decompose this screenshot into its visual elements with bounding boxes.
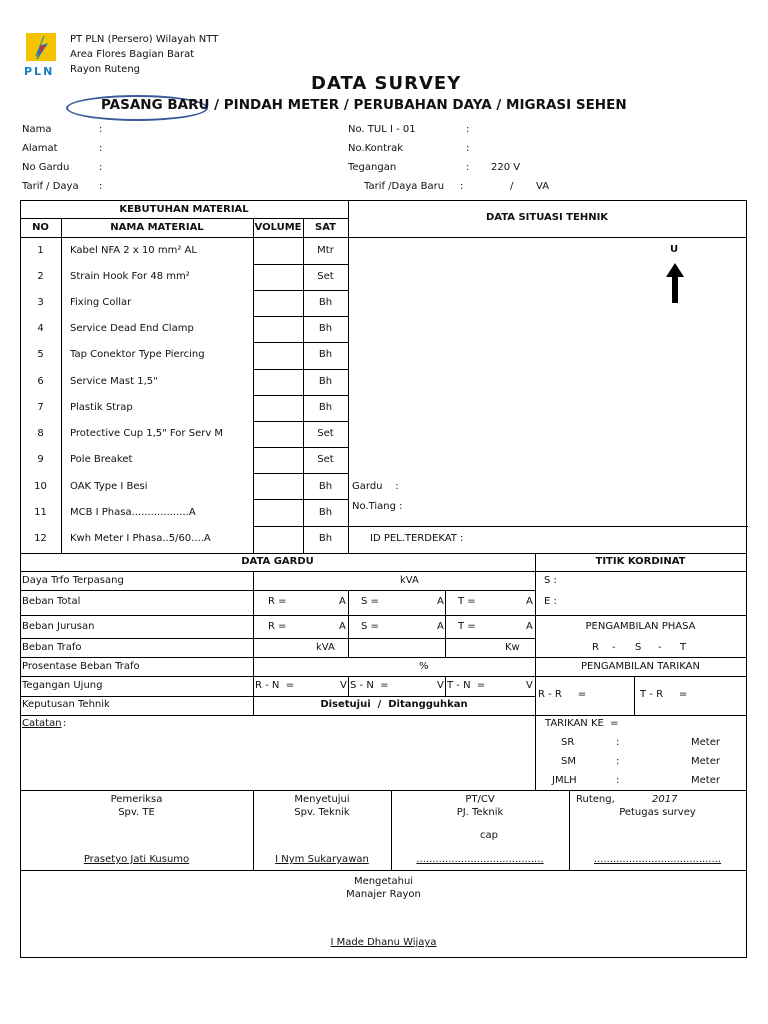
- signer-name: Prasetyo Jati Kusumo: [83, 854, 190, 865]
- signature-year: 2017: [652, 794, 678, 805]
- page-title: DATA SURVEY: [311, 73, 462, 94]
- kordinat-e: E :: [544, 596, 557, 607]
- pengambilan-tarikan-label: PENGAMBILAN TARIKAN: [581, 661, 700, 672]
- lightning-icon: [25, 32, 57, 62]
- signer-name: I Nym Sukaryawan: [275, 854, 369, 865]
- gardu-field: Gardu :: [352, 481, 399, 492]
- company-line-3: Rayon Ruteng: [70, 64, 141, 75]
- north-label: U: [670, 244, 679, 255]
- tegangan-value: 220 V: [491, 162, 521, 173]
- data-gardu-header: DATA GARDU: [241, 556, 314, 567]
- info-label: No Gardu: [22, 162, 70, 173]
- kordinat-s: S :: [544, 575, 557, 586]
- signer-name: ........................................: [593, 854, 722, 865]
- catatan-label: Catatan: [22, 718, 62, 729]
- titik-kordinat-header: TITIK KORDINAT: [595, 556, 686, 567]
- tiang-field: No.Tiang :: [352, 501, 403, 512]
- pln-logo-text: PLN: [24, 65, 55, 78]
- material-header: KEBUTUHAN MATERIAL: [119, 204, 249, 215]
- info-label: Nama: [22, 124, 52, 135]
- tarikan-tr: T - R =: [640, 689, 688, 700]
- cap-label: cap: [480, 830, 498, 841]
- tarikan-rr: R - R =: [538, 689, 587, 700]
- col-nama-material: NAMA MATERIAL: [110, 222, 204, 233]
- situasi-header: DATA SITUASI TEHNIK: [485, 212, 609, 223]
- manager-name: I Made Dhanu Wijaya: [330, 937, 437, 948]
- subtitle: PASANG BARU / PINDAH METER / PERUBAHAN DAYA / MIGRASI SEHEN: [101, 97, 627, 113]
- pengambilan-phasa-label: PENGAMBILAN PHASA: [585, 621, 696, 632]
- company-line-1: PT PLN (Persero) Wilayah NTT: [70, 34, 219, 45]
- signer-name: ........................................: [416, 854, 544, 865]
- company-line-2: Area Flores Bagian Barat: [70, 49, 195, 60]
- tarikan-ke: TARIKAN KE =: [545, 718, 619, 729]
- col-no: NO: [32, 222, 49, 233]
- north-arrow-icon: [665, 262, 685, 304]
- info-label: Alamat: [22, 143, 58, 154]
- col-volume: VOLUME: [254, 222, 302, 233]
- info-label: Tarif / Daya: [22, 181, 79, 192]
- idpel-field: ID PEL.TERDEKAT :: [370, 533, 464, 544]
- keputusan-value: Disetujui / Ditangguhkan: [320, 699, 468, 710]
- pln-logo: [24, 32, 64, 80]
- col-sat: SAT: [315, 222, 336, 233]
